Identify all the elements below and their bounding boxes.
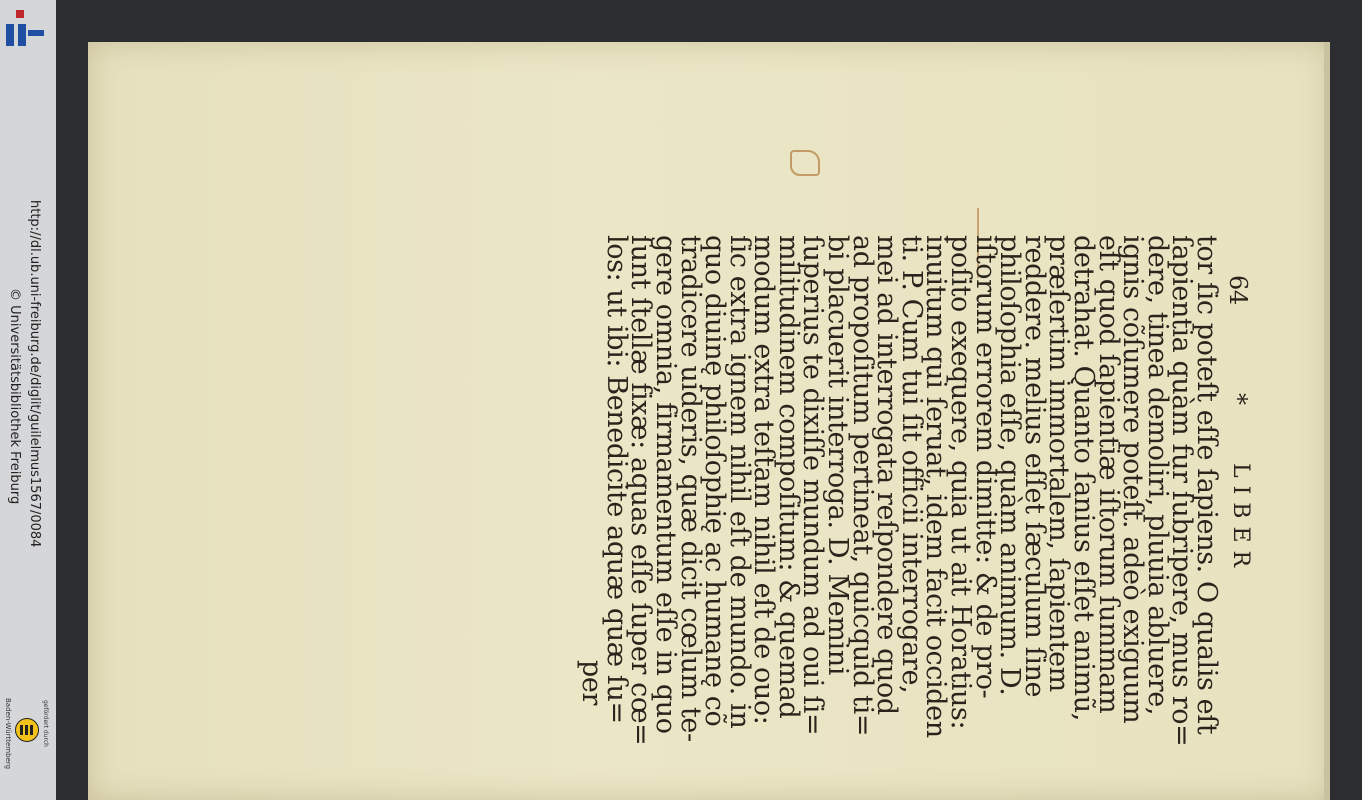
text-line: ſapientia quàm fur ſubripere, mus ro= — [1166, 235, 1198, 747]
pencil-annotation-mark — [790, 150, 820, 176]
page-header — [1218, 235, 1253, 755]
text-line: modum extra teſtam nihil eſt de ouo: — [748, 235, 780, 725]
text-line: quo diuinę philoſophię ac humanę cõ — [699, 235, 731, 727]
permalink-url[interactable]: http://dl.ub.uni-freiburg.de/diglit/guilelmus1567/0084 — [27, 200, 42, 548]
text-line: detrahat. Quanto ſanius eſſet animũ, — [1068, 235, 1100, 721]
text-line: bi placuerit interroga. D. Memini — [822, 235, 854, 675]
text-line: mei ad interrogata reſpondere quod — [871, 235, 903, 715]
page-text-block — [576, 235, 1253, 755]
text-line: gere omnia, firmamentum eſſe in quo — [649, 235, 681, 734]
state-seal-icon — [15, 718, 39, 742]
catchword: per — [576, 660, 608, 705]
funded-by-label: gefördert durch — [42, 700, 49, 747]
text-line: præſertim immortalem, ſapientem — [1043, 235, 1075, 692]
copyright-notice: © Universitätsbibliothek Freiburg — [7, 288, 22, 505]
text-line: ſuperius te dixiſſe mundum ad oui ſi= — [797, 235, 829, 736]
text-line: eſt quod ſapientiæ iſtorum ſummam — [1092, 235, 1124, 714]
sponsor-label: Baden-Württemberg — [4, 698, 12, 770]
text-line: ti. P. Cum tui ſit officii interrogare, — [895, 235, 927, 694]
text-line: militudinem compoſitum: & quemad — [772, 235, 804, 719]
text-line: inuitum qui ſeruat, idem facit occiden — [920, 235, 952, 738]
text-line: ignis cõſumere poteſt. adeò exiguum — [1117, 235, 1149, 724]
running-header: LIBER — [1228, 463, 1253, 576]
text-line: philoſophia eſſe, quàm animum. D. — [994, 235, 1026, 696]
text-line: dere, tinea demoliri, pluuia abluere, — [1141, 235, 1173, 716]
library-sidebar — [0, 0, 56, 800]
page-number: 64 — [1224, 275, 1252, 305]
page-edge — [1324, 42, 1330, 800]
text-line: reddere. melius eſſet ſæculum ſine — [1018, 235, 1050, 698]
text-line: los: ut ibi: Benedicite aquæ quæ ſu= — [600, 235, 632, 724]
asterisk-mark: * — [1224, 393, 1252, 405]
text-line: ad propoſitum pertineat, quicquid ti= — [846, 235, 878, 737]
text-line: ſic extra ignem nihil eſt de mundo. in — [723, 235, 755, 729]
text-line: tor ſic poteſt eſſe ſapiens. O qualis eſt — [1191, 235, 1222, 735]
text-line: iſtorum errorem dimitte: & de pro- — [969, 235, 1001, 699]
text-line: tradicere uideris, quæ dicit cœlum te- — [674, 235, 706, 742]
text-line: poſito exequere, quia ut ait Horatius: — [945, 235, 977, 730]
text-line: ſunt ſtellæ fixæ: aquas eſſe ſuper cœ= — [625, 235, 657, 746]
library-logo-icon[interactable] — [6, 10, 46, 50]
